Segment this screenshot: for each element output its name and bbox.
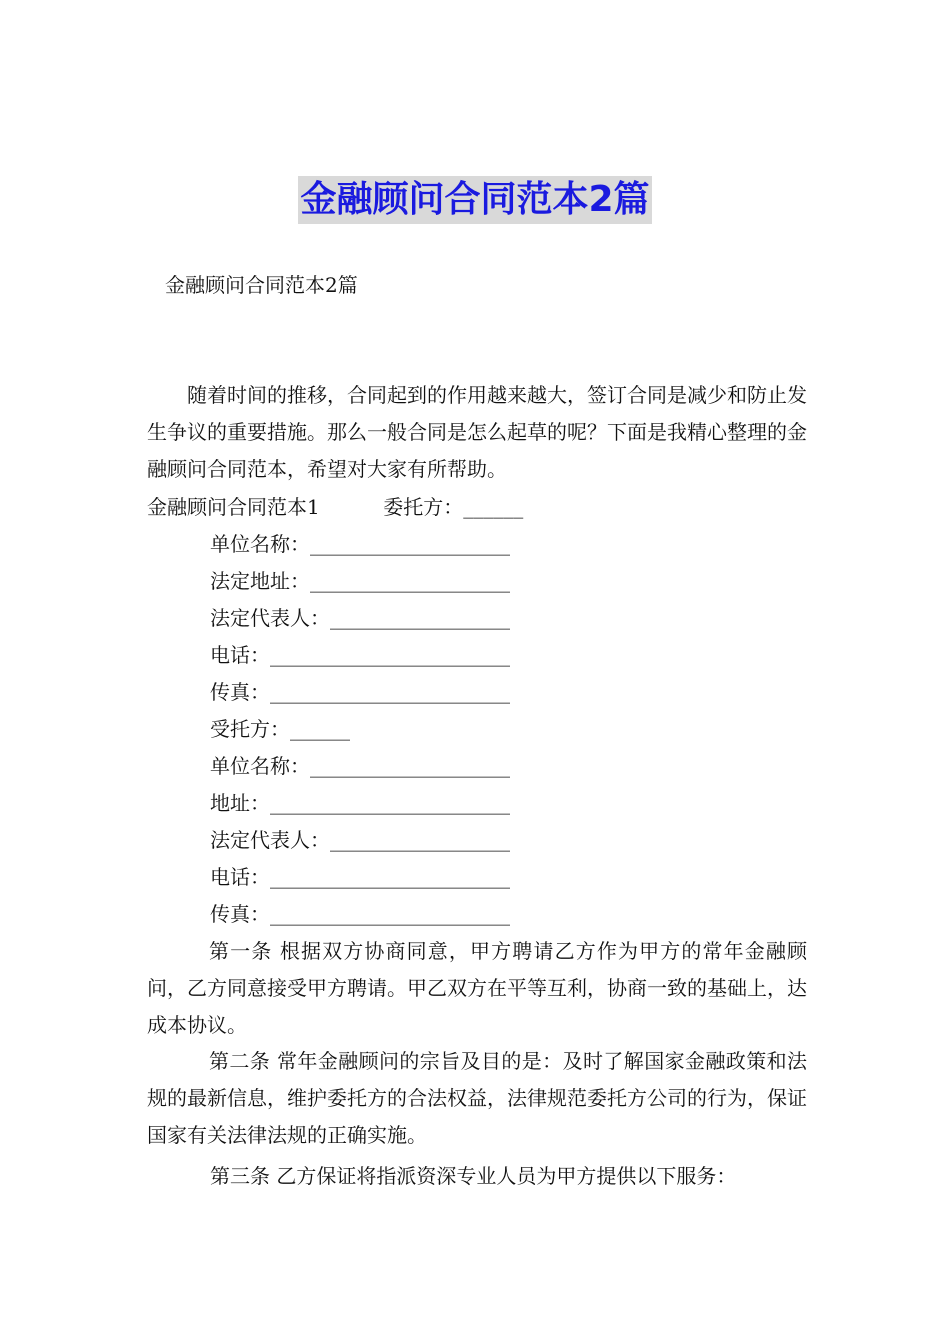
- document-title-text: 金融顾问合同范本2篇: [298, 176, 651, 224]
- document-title: [0, 176, 950, 224]
- agent-field-unit-name: 单位名称：____________________: [210, 754, 510, 778]
- agent-field-fax: 传真：________________________: [210, 902, 510, 926]
- client-field-legal-address: 法定地址：____________________: [210, 569, 510, 593]
- agent-field-address: 地址：________________________: [210, 791, 510, 815]
- intro-paragraph: 随着时间的推移，合同起到的作用越来越大，签订合同是减少和防止发生争议的重要措施。那么一般合同是怎么起草的呢？下面是我精心整理的金融顾问合同范本，希望对大家有所帮助。: [147, 383, 807, 481]
- agent-field-legal-representative: 法定代表人：__________________: [210, 828, 510, 852]
- article-2: 第二条 常年金融顾问的宗旨及目的是：及时了解国家金融政策和法规的最新信息，维护委托方的合法权益，法律规范委托方公司的行为，保证国家有关法律法规的正确实施。: [147, 1049, 807, 1147]
- article-1: 第一条 根据双方协商同意，甲方聘请乙方作为甲方的常年金融顾问，乙方同意接受甲方聘请。甲乙双方在平等互利，协商一致的基础上，达成本协议。: [147, 939, 807, 1037]
- document-subtitle: 金融顾问合同范本2篇: [165, 273, 358, 297]
- agent-field-phone: 电话：________________________: [210, 865, 510, 889]
- article-3: 第三条 乙方保证将指派资深专业人员为甲方提供以下服务：: [210, 1164, 737, 1188]
- agent-label: 受托方：______: [210, 717, 350, 741]
- client-field-phone: 电话：________________________: [210, 643, 510, 667]
- contract-heading: 金融顾问合同范本1 委托方：______: [147, 495, 524, 519]
- client-field-fax: 传真：________________________: [210, 680, 510, 704]
- client-field-unit-name: 单位名称：____________________: [210, 532, 510, 556]
- client-field-legal-representative: 法定代表人：__________________: [210, 606, 510, 630]
